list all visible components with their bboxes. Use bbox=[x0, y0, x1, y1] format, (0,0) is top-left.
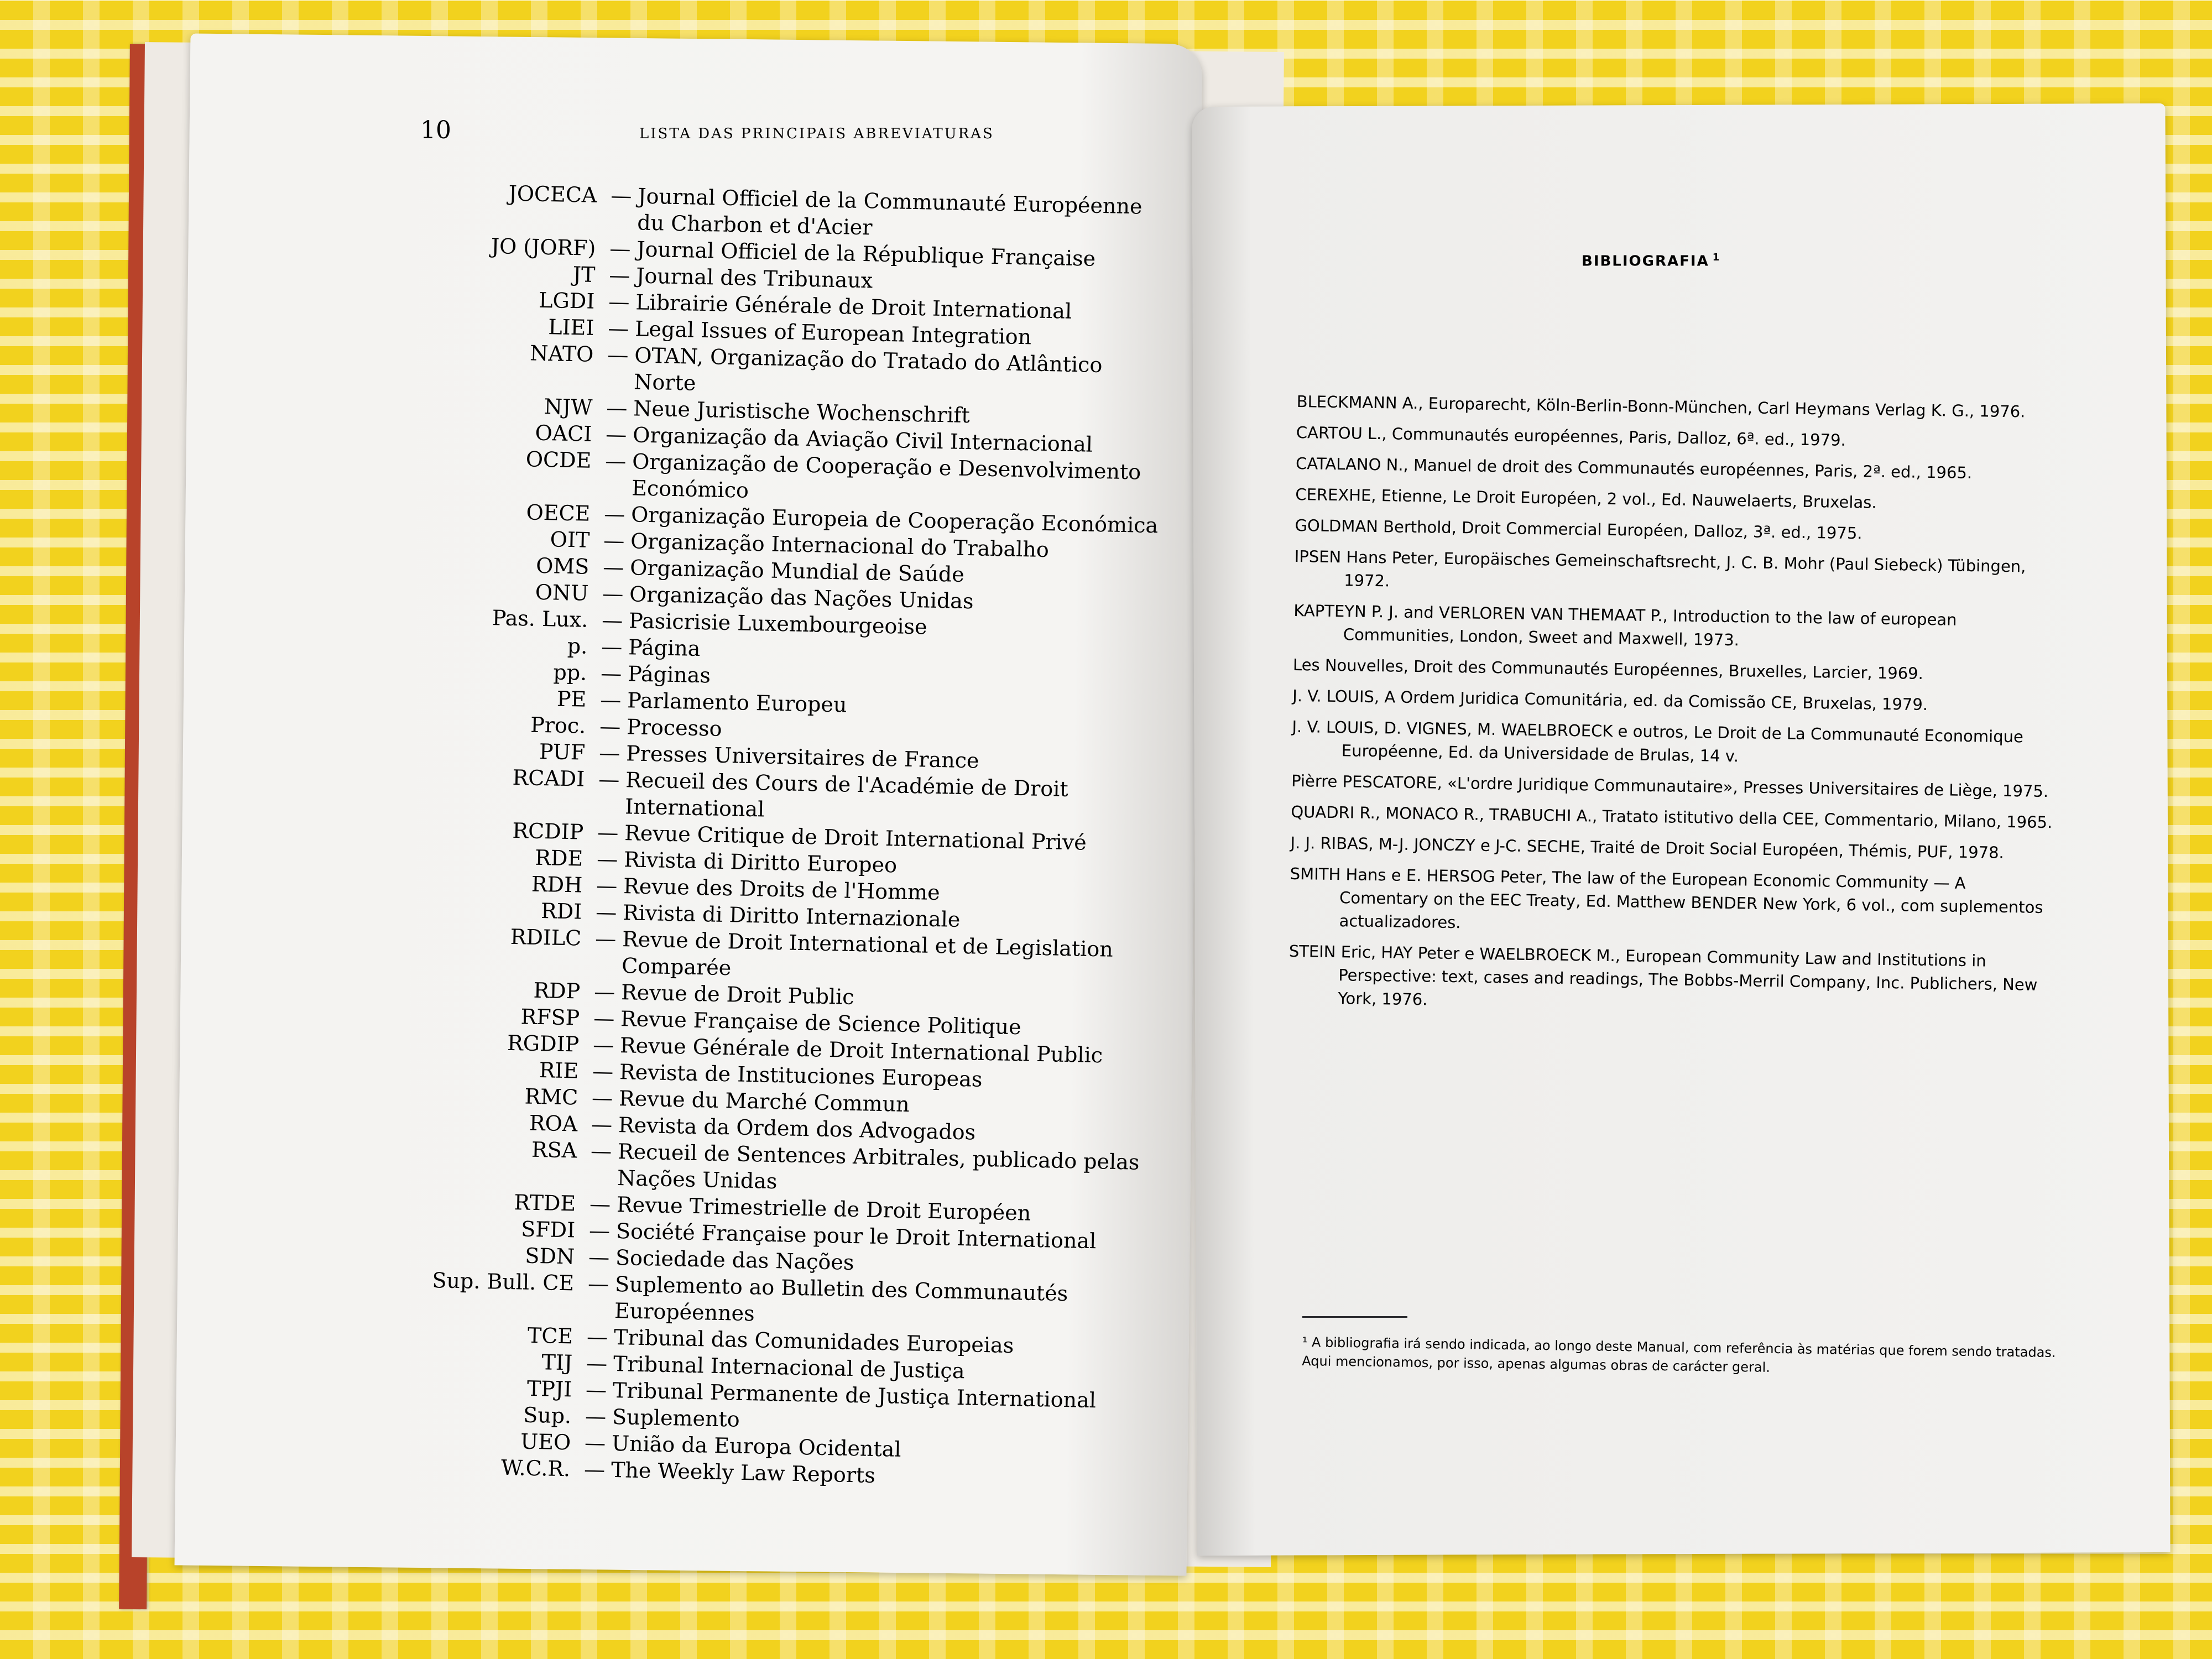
abbreviation: RSA bbox=[531, 1137, 577, 1163]
page-number: 10 bbox=[420, 116, 451, 144]
dash: — bbox=[592, 1032, 614, 1057]
meaning: Revue Trimestrielle de Droit Européen bbox=[616, 1192, 1031, 1225]
dash: — bbox=[591, 1112, 613, 1137]
dash: — bbox=[589, 1192, 611, 1217]
meaning: Processo bbox=[626, 714, 722, 741]
bibliography-entry: Les Nouvelles, Droit des Communautés Européennes, Bruxelles, Larcier, 1969. bbox=[1292, 655, 1924, 683]
meaning: Suplemento ao Bulletin des Communautés Européennes bbox=[614, 1272, 1068, 1326]
dash: — bbox=[606, 395, 628, 421]
dash: — bbox=[588, 1244, 610, 1270]
meaning: Revue de Droit International et de Legislation Comparée bbox=[621, 927, 1114, 980]
meaning: Organização Internacional do Trabalho bbox=[630, 529, 1050, 562]
abbreviation: RCDIP bbox=[512, 818, 584, 844]
bibliography-title-text: BIBLIOGRAFIA bbox=[1582, 253, 1709, 270]
meaning: Recueil de Sentences Arbitrales, publicado pelas Nações Unidas bbox=[617, 1139, 1140, 1194]
dash: — bbox=[601, 634, 623, 660]
bibliography-entry: CARTOU L., Communautés européennes, Paris, Dalloz, 6ª. ed., 1979. bbox=[1296, 422, 1846, 450]
dash: — bbox=[593, 1006, 615, 1031]
meaning: Página bbox=[628, 635, 701, 661]
dash: — bbox=[587, 1271, 609, 1296]
dash: — bbox=[608, 263, 630, 288]
abbreviation: SFDI bbox=[520, 1217, 576, 1243]
meaning: Sociedade das Nações bbox=[615, 1245, 854, 1275]
meaning: União da Europa Ocidental bbox=[611, 1431, 902, 1462]
abbreviation: OIT bbox=[550, 527, 590, 552]
abbreviation: p. bbox=[567, 633, 588, 659]
bibliography-entry: QUADRI R., MONACO R., TRABUCHI A., Tratato istitutivo della CEE, Commentario, Milano, 1965. bbox=[1291, 802, 2053, 832]
footnote-rule bbox=[1302, 1316, 1407, 1318]
meaning: Librairie Générale de Droit International bbox=[635, 290, 1072, 324]
bibliography-entry: J. V. LOUIS, A Ordem Juridica Comunitária, ed. da Comissão CE, Bruxelas, 1979. bbox=[1292, 686, 1928, 714]
abbreviation: TIJ bbox=[541, 1350, 573, 1375]
dash: — bbox=[584, 1430, 606, 1455]
abbreviation: ROA bbox=[529, 1110, 578, 1136]
meaning: Revista da Ordem dos Advogados bbox=[618, 1113, 976, 1145]
abbreviation: JOCECA bbox=[508, 181, 597, 207]
meaning: OTAN, Organização do Tratado do Atlântico Norte bbox=[633, 343, 1103, 395]
abbreviation: RDE bbox=[534, 845, 583, 871]
running-head bbox=[238, 116, 1045, 144]
dash: — bbox=[591, 1086, 613, 1110]
dash: — bbox=[597, 820, 619, 845]
dash: — bbox=[583, 1457, 606, 1482]
meaning: Revue Critique de Droit International Privé bbox=[624, 821, 1087, 855]
dash: — bbox=[594, 926, 617, 951]
dash: — bbox=[585, 1404, 607, 1429]
dash: — bbox=[596, 873, 618, 898]
abbreviation: LIEI bbox=[547, 315, 594, 340]
abbreviation: PUF bbox=[539, 739, 586, 765]
abbreviation: W.C.R. bbox=[500, 1455, 571, 1481]
abbreviation: ONU bbox=[535, 580, 589, 606]
meaning: Organização de Cooperação e Desenvolvimento Económico bbox=[631, 449, 1141, 503]
meaning: Tribunal das Comunidades Europeias bbox=[613, 1324, 1014, 1358]
abbreviation: RTDE bbox=[514, 1190, 576, 1216]
bibliography-entry: STEIN Eric, HAY Peter e WAELBROECK M., European Community Law and Institutions in Perspective: text, cases and readings, The Bobbs-Merril Company, Inc. Publichers, New York, 1976. bbox=[1288, 941, 2038, 1009]
abbreviation: RDI bbox=[540, 899, 582, 924]
dash: — bbox=[586, 1324, 608, 1349]
dash: — bbox=[598, 767, 620, 792]
dash: — bbox=[588, 1218, 611, 1243]
meaning: Revista de Instituciones Europeas bbox=[619, 1060, 983, 1092]
abbreviation: RCADI bbox=[512, 765, 585, 791]
meaning: Revue Française de Science Politique bbox=[620, 1006, 1022, 1040]
bibliography-entry: Pièrre PESCATORE, «L'ordre Juridique Communautaire», Presses Universitaires de Liège, 1975. bbox=[1291, 771, 2049, 801]
meaning: Rivista di Diritto Europeo bbox=[623, 847, 898, 878]
abbreviation: RDP bbox=[533, 978, 581, 1004]
bibliography-entry: J. V. LOUIS, D. VIGNES, M. WAELBROECK e outros, Le Droit de La Communauté Economique Européenne, Ed. da Universidade de Brulas, 14 v. bbox=[1292, 717, 2024, 766]
bibliography-title bbox=[1582, 252, 1720, 270]
abbreviation: JT bbox=[572, 262, 596, 287]
abbreviation: SDN bbox=[524, 1243, 575, 1269]
dash: — bbox=[602, 581, 624, 607]
abbreviation: RDH bbox=[531, 872, 583, 898]
bibliography-entry: KAPTEYN P. J. and VERLOREN VAN THEMAAT P., Introduction to the law of european Communities, London, Sweet and Maxwell, 1973. bbox=[1293, 601, 1957, 650]
meaning: Neue Juristische Wochenschrift bbox=[633, 396, 971, 428]
meaning: Journal des Tribunaux bbox=[635, 263, 873, 293]
meaning: Recueil des Cours de l'Académie de Droit International bbox=[624, 768, 1069, 822]
running-title: LISTA DAS PRINCIPAIS ABREVIATURAS bbox=[639, 126, 994, 142]
abbreviation: OACI bbox=[535, 420, 592, 446]
dash: — bbox=[598, 740, 620, 765]
abbreviation: NJW bbox=[544, 394, 593, 420]
abbreviation: NATO bbox=[529, 341, 594, 367]
dash: — bbox=[599, 687, 622, 712]
abbreviation: UEO bbox=[520, 1429, 571, 1455]
abbreviation: pp. bbox=[553, 660, 587, 685]
abbreviation: OMS bbox=[535, 553, 589, 579]
abbreviation: RDILC bbox=[510, 924, 582, 951]
meaning: Journal Officiel de la République Française bbox=[636, 237, 1096, 271]
meaning: Tribunal Internacional de Justiça bbox=[613, 1351, 965, 1384]
meaning: Organização Europeia de Cooperação Económica bbox=[630, 502, 1159, 538]
dash: — bbox=[608, 289, 630, 315]
dash: — bbox=[607, 342, 629, 368]
dash: — bbox=[603, 528, 625, 554]
abbreviation: OECE bbox=[526, 500, 591, 526]
meaning: Presses Universitaires de France bbox=[625, 741, 979, 773]
abbreviation: Sup. Bull. CE bbox=[432, 1268, 575, 1296]
meaning: Revue du Marché Commun bbox=[618, 1086, 910, 1117]
bibliography-entry: GOLDMAN Berthold, Droit Commercial Européen, Dalloz, 3ª. ed., 1975. bbox=[1295, 515, 1863, 543]
bibliography-entry: J. J. RIBAS, M-J. JONCZY e J-C. SECHE, Traité de Droit Social Européen, Thémis, PUF, 1978. bbox=[1290, 833, 2005, 862]
bibliography-entry: CATALANO N., Manuel de droit des Communautés européennes, Paris, 2ª. ed., 1965. bbox=[1295, 453, 1973, 483]
meaning: Revue de Droit Public bbox=[620, 980, 855, 1009]
bibliography-list bbox=[1288, 390, 2060, 1027]
abbreviation: RMC bbox=[524, 1084, 578, 1110]
abbreviation: TCE bbox=[527, 1323, 573, 1349]
meaning: Revue Générale de Droit International Public bbox=[619, 1033, 1103, 1068]
bibliography-entry: CEREXHE, Etienne, Le Droit Européen, 2 vol., Ed. Nauwelaerts, Bruxelas. bbox=[1295, 484, 1877, 512]
abbreviation-list bbox=[283, 176, 1172, 1494]
dash: — bbox=[605, 422, 627, 447]
dash: — bbox=[601, 608, 623, 633]
abbreviation: Proc. bbox=[530, 712, 586, 738]
abbreviation: RIE bbox=[539, 1058, 579, 1083]
meaning: Organização Mundial de Saúde bbox=[629, 555, 965, 587]
abbreviation: Pas. Lux. bbox=[492, 606, 588, 632]
meaning: Suplemento bbox=[612, 1404, 740, 1432]
abbreviation: RFSP bbox=[520, 1004, 580, 1030]
abbreviation: PE bbox=[556, 686, 587, 712]
abbreviation: JO (JORF) bbox=[491, 233, 596, 260]
abbreviation: TPJI bbox=[526, 1376, 572, 1402]
dash: — bbox=[590, 1139, 612, 1164]
meaning: The Weekly Law Reports bbox=[611, 1457, 876, 1488]
bibliography-entry: BLECKMANN A., Europarecht, Köln-Berlin-Bonn-München, Carl Heymans Verlag K. G., 1976. bbox=[1296, 392, 2026, 421]
footnote: ¹ A bibliografia irá sendo indicada, ao longo deste Manual, com referência às matérias que forem sendo tratadas. Aqui mencionamos, por isso, apenas algumas obras de carácter geral. bbox=[1302, 1334, 2056, 1375]
meaning: Organização da Aviação Civil Internacional bbox=[632, 422, 1093, 457]
meaning: Pasicrisie Luxembourgeoise bbox=[628, 608, 927, 639]
dash: — bbox=[586, 1350, 608, 1376]
dash: — bbox=[610, 183, 632, 208]
meaning: Parlamento Europeu bbox=[627, 688, 847, 717]
bibliography-entry: IPSEN Hans Peter, Europäisches Gemeinschaftsrecht, J. C. B. Mohr (Paul Siebeck) Tübingen, 1972. bbox=[1294, 546, 2026, 591]
dash: — bbox=[607, 316, 629, 341]
dash: — bbox=[602, 555, 624, 580]
dash: — bbox=[609, 236, 631, 262]
abbreviation: Sup. bbox=[523, 1402, 572, 1428]
meaning: Rivista di Diritto Internazionale bbox=[622, 900, 961, 932]
meaning: Société Française pour le Droit International bbox=[615, 1219, 1097, 1254]
dash: — bbox=[596, 847, 618, 872]
meaning: Revue des Droits de l'Homme bbox=[623, 874, 941, 905]
bibliography-entry: SMITH Hans e E. HERSOG Peter, The law of the European Economic Community — A Comentary on the EEC Treaty, Ed. Matthew BENDER New York, 6 vol., com suplementos actualizadores. bbox=[1290, 864, 2043, 932]
abbreviation: RGDIP bbox=[507, 1030, 580, 1057]
dash: — bbox=[585, 1377, 607, 1402]
dash: — bbox=[603, 502, 625, 527]
meaning: Legal Issues of European Integration bbox=[634, 316, 1032, 349]
abbreviation: LGDI bbox=[538, 288, 595, 314]
meaning: Journal Officiel de la Communauté Européenne du Charbon et d'Acier bbox=[637, 184, 1142, 240]
dash: — bbox=[604, 448, 627, 474]
meaning: Páginas bbox=[627, 661, 711, 688]
footnote-mark: 1 bbox=[1712, 252, 1721, 263]
abbreviation: OCDE bbox=[525, 447, 592, 473]
dash: — bbox=[592, 1059, 614, 1084]
dash: — bbox=[593, 979, 615, 1004]
dash: — bbox=[599, 714, 621, 739]
dash: — bbox=[595, 900, 617, 925]
dash: — bbox=[600, 661, 622, 686]
meaning: Organização das Nações Unidas bbox=[629, 582, 974, 614]
meaning: Tribunal Permanente de Justiça International bbox=[612, 1378, 1097, 1413]
